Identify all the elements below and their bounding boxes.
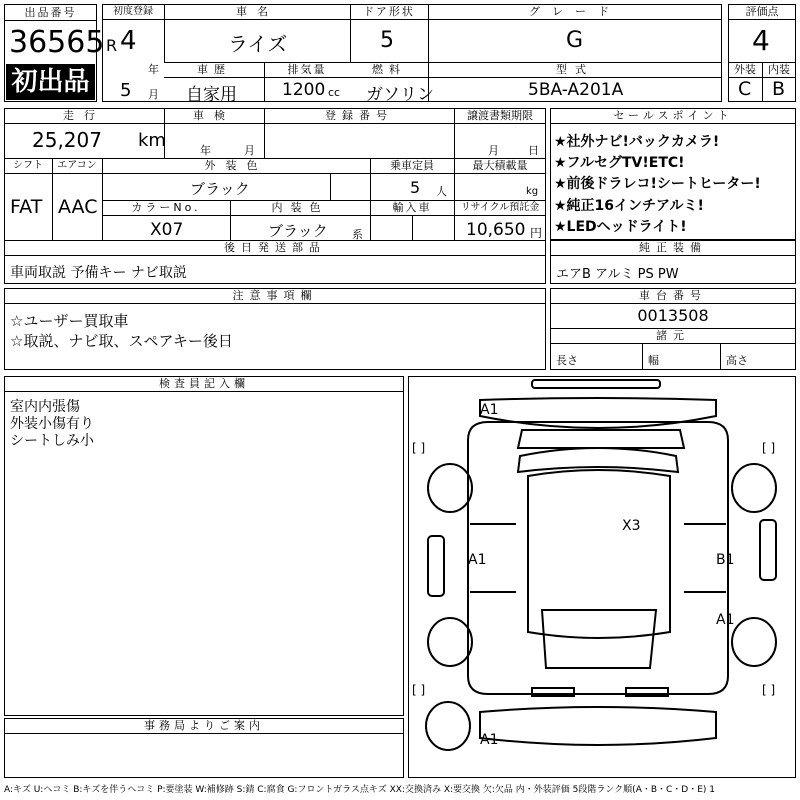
import-label: 輸入車 [370,200,454,216]
cc-unit: cc [328,86,341,99]
color-no-label: カラーNo. [102,200,230,216]
sales-point-4: ★純正16インチアルミ! [554,198,704,214]
transfer-month-unit: 月 [488,144,499,157]
door: 5 [380,28,394,53]
note-line-2: ☆取説、ナビ取、スペアキー後日 [10,332,233,350]
recycle: 10,650 [466,220,526,240]
inspector-line-1: 室内内張傷 [10,399,80,415]
lot-number: 36565 [9,25,105,60]
sales-point-3: ★前後ドラレコ!シートヒーター! [554,176,761,192]
lot-label: 出品番号 [5,5,96,21]
interior-label: 内装 [762,62,796,78]
mark-a1-front: A1 [480,402,499,418]
later-parts: 車両取説 予備キー ナビ取説 [10,265,187,281]
door-label: ドア形状 [350,4,428,20]
ac: AAC [58,196,98,218]
bracket-3: [ ] [412,683,426,697]
mark-a1-left: A1 [468,552,487,568]
capacity-label: 乗車定員 [370,158,454,174]
equipment-value: エアB アルミ PS PW [556,267,679,282]
grade: G [566,28,584,53]
sales-points-label: セールスポイント [550,108,796,124]
mark-b1-right: B1 [716,552,735,568]
grade-label: グレード [428,4,722,20]
bracket-4: [ ] [762,683,776,697]
km-unit: km [138,130,166,151]
int-color-suffix: 系 [352,228,363,241]
note-line-1: ☆ユーザー買取車 [10,312,129,330]
month-unit: 月 [148,88,159,101]
ac-label: エアコン [52,158,102,174]
specs-label: 諸元 [550,328,796,344]
era: R [106,36,118,55]
reg-year: 4 [120,26,137,56]
first-reg-label: 初度登録 [102,4,164,20]
int-color: ブラック [268,222,328,240]
mark-a1-rear: A1 [480,732,499,748]
person-unit: 人 [436,185,447,198]
sales-point-1: ★社外ナビ!バックカメラ! [554,134,720,150]
interior-grade: B [772,78,786,100]
score-label: 評価点 [728,4,796,20]
mileage-label: 走行 [4,108,164,124]
inspector-line-2: 外装小傷有り [10,416,94,432]
yen-unit: 円 [530,226,543,240]
reg-month: 5 [120,80,132,101]
car-damage-diagram [408,376,796,778]
model-label: 型式 [428,62,722,78]
history: 自家用 [186,85,237,105]
notes-label: 注意事項欄 [4,288,546,304]
bracket-1: [ ] [412,441,426,455]
transfer-day-unit: 日 [528,144,539,157]
car-name: ライズ [228,32,288,56]
insp-month-unit: 月 [244,144,255,157]
bracket-2: [ ] [762,441,776,455]
shift-label: シフト [4,158,52,174]
transfer-label: 譲渡書類期限 [454,108,546,124]
ext-color-label: 外装色 [102,158,370,174]
inspection-label: 車検 [164,108,264,124]
chassis-number: 0013508 [637,306,709,325]
displacement-label: 排気量 [264,62,350,78]
capacity: 5 [410,178,421,197]
recycle-label: リサイクル預託金 [454,200,546,216]
color-no: X07 [150,220,184,240]
shift: FAT [10,196,43,218]
inspector-label: 検査員記入欄 [4,376,404,392]
spec-height: 高さ [726,354,748,367]
year-unit: 年 [148,63,159,76]
fuel-label: 燃料 [350,62,428,78]
spec-width: 幅 [648,354,659,367]
score: 4 [752,24,770,57]
later-parts-label: 後日発送部品 [4,240,546,256]
kg-unit: kg [526,186,539,197]
car-name-label: 車名 [164,4,350,20]
chassis-label: 車台番号 [550,288,796,304]
sales-point-2: ★フルセグTV!ETC! [554,155,685,171]
model: 5BA-A201A [528,80,624,100]
legend-text: A:キズ U:ヘコミ B:キズを伴うヘコミ P:要塗装 W:補修跡 S:錆 C:腐食 G:フロントガラス点キズ XX:交換済み X:要交換 欠:欠品 内・外装評価 5段階ランク順(A・B・C・D・E) 1 [4,785,716,795]
insp-year-unit: 年 [200,144,211,157]
reg-no-label: 登録番号 [264,108,454,124]
ext-color: ブラック [190,180,250,198]
mileage: 25,207 [32,128,102,152]
max-load-label: 最大積載量 [454,158,546,174]
history-label: 車歴 [164,62,264,78]
mark-x3: X3 [622,518,641,534]
first-listing-badge: 初出品 [6,64,95,100]
int-color-label: 内装色 [230,200,370,216]
displacement: 1200 [282,80,326,100]
fuel: ガソリン [366,85,434,105]
inspector-line-3: シートしみ小 [10,433,94,449]
equipment-label: 純正装備 [550,240,796,256]
mark-a1-right: A1 [716,612,735,628]
exterior-grade: C [738,78,752,100]
office-label: 事務局よりご案内 [4,718,404,734]
spec-length: 長さ [556,354,578,367]
exterior-label: 外装 [728,62,762,78]
sales-point-5: ★LEDヘッドライト! [554,219,687,235]
